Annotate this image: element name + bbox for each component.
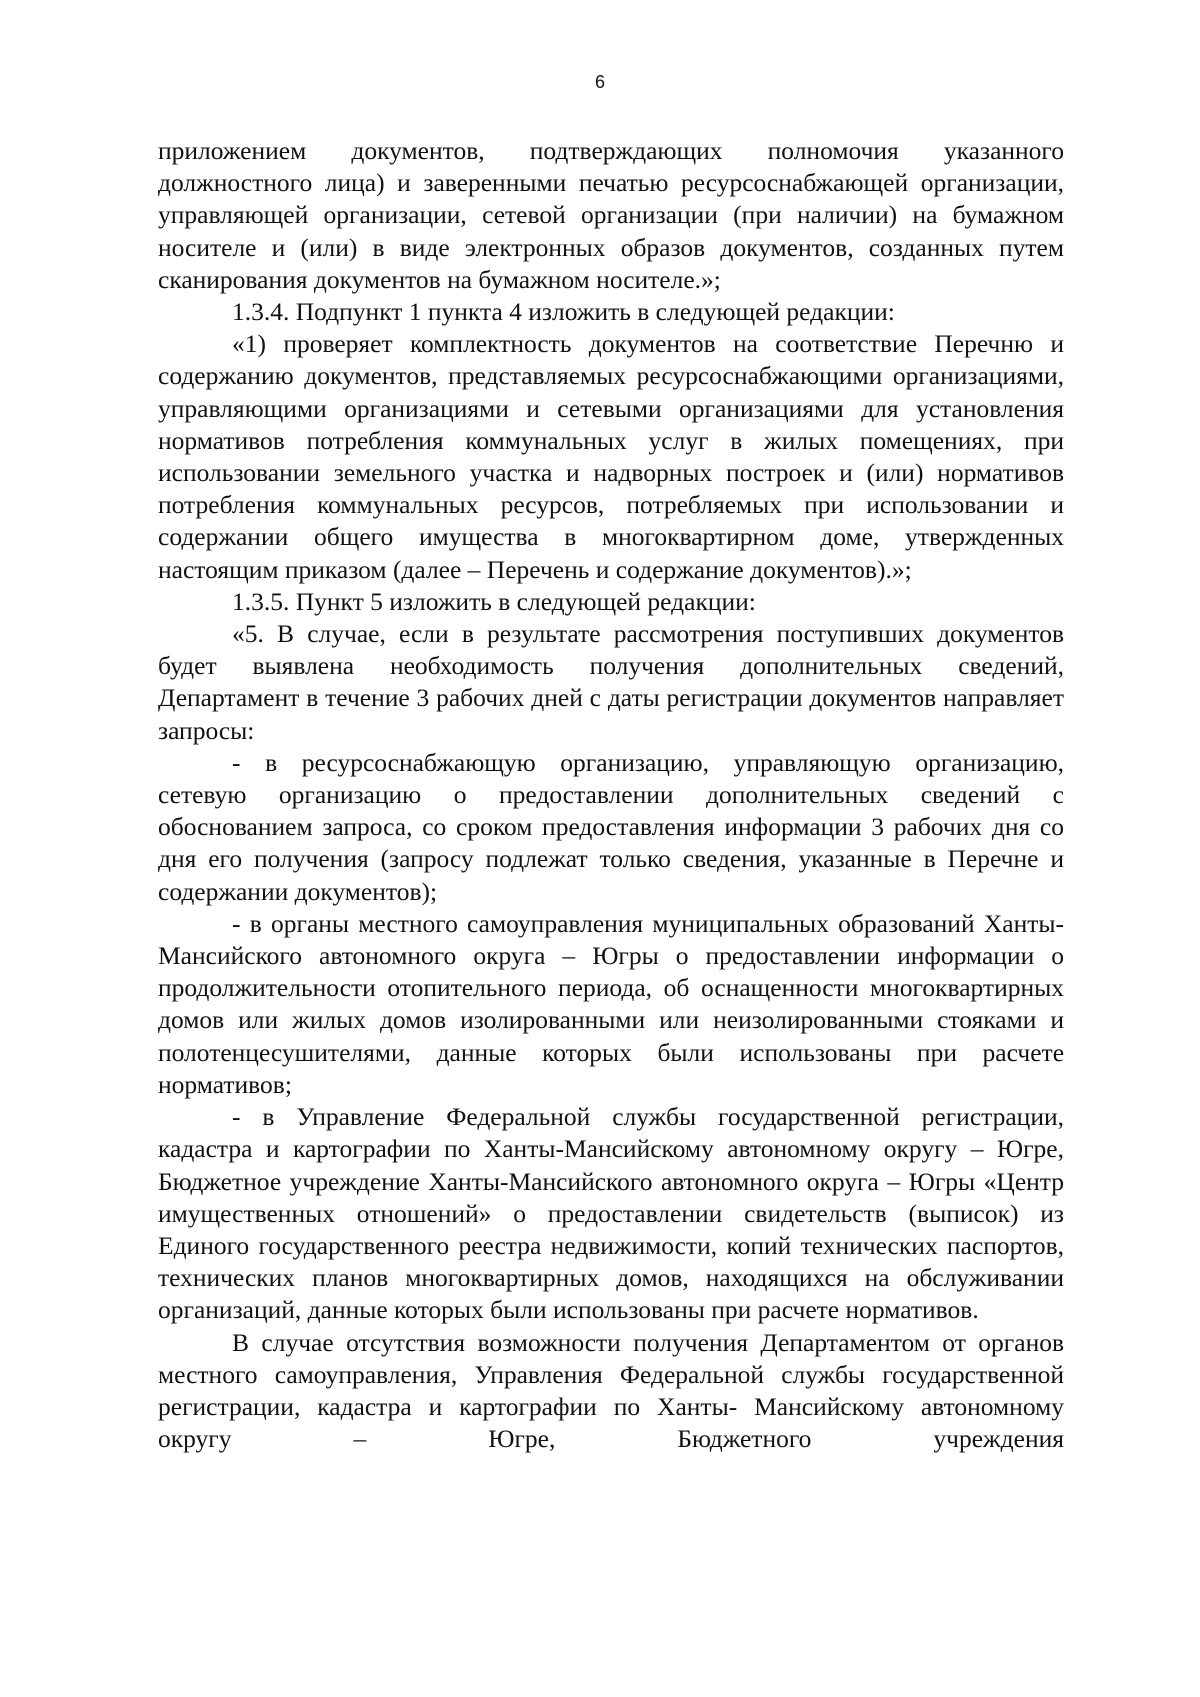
text-line: находящихся на обслуживании организаций, данные которых были xyxy=(158,1263,1064,1325)
paragraph-request-resource-organization xyxy=(158,747,1064,908)
text-line: (выписок) из Единого государственного реестра недвижимости, копий xyxy=(158,1198,1064,1260)
paragraph-absence-of-possibility xyxy=(158,1327,1064,1456)
text-line: - в ресурсоснабжающую организацию, управляющую организацию, xyxy=(232,747,1064,777)
text-line: органов местного самоуправления, Управления Федеральной службы xyxy=(158,1327,1065,1389)
text-line: - в Управление Федеральной службы государственной регистрации, xyxy=(232,1102,1064,1132)
page-number: 6 xyxy=(594,72,605,92)
text-line: «5. В случае, если в результате рассмотрения поступивших xyxy=(232,619,924,649)
paragraph-request-local-government xyxy=(158,908,1064,1101)
text-line: дня со дня его получения (запросу подлежат только сведения, указанные в xyxy=(158,812,1064,874)
text-line: носителе.»; xyxy=(596,264,721,294)
text-line: Мансийскому автономному округу – Югре, Бюджетного учреждения xyxy=(158,1391,1064,1454)
paragraph-request-federal-registration xyxy=(158,1101,1064,1326)
text-line: для установления нормативов потребления коммунальных услуг в жилых xyxy=(158,393,1065,455)
paragraph-1-3-4-heading xyxy=(158,296,1064,328)
text-line: - в органы местного самоуправления муниципальных образований xyxy=(232,908,975,938)
text-line: при использовании и содержании общего имущества в многоквартирном xyxy=(158,490,1064,552)
paragraph-continued-representative-documents xyxy=(158,135,1064,296)
text-line: оснащенности многоквартирных домов или жилых домов изолированными xyxy=(158,973,1064,1035)
text-line: 1.3.5. Пункт 5 изложить в следующей редакции: xyxy=(232,586,756,616)
paragraph-subitem-1-checks-documents xyxy=(158,328,1064,586)
text-line: 1.3.4. Подпункт 1 пункта 4 изложить в следующей редакции: xyxy=(232,297,895,327)
text-line: доме, утвержденных настоящим приказом (далее – Перечень и содержание xyxy=(158,522,1064,584)
text-line: документов).»; xyxy=(750,554,912,584)
paragraph-1-3-5-heading xyxy=(158,586,1064,618)
text-line: документов направляет запросы: xyxy=(158,683,1064,745)
text-line: были использованы при расчете нормативов; xyxy=(158,1037,1065,1099)
text-line: Ханты-Мансийского автономного округа – Югры о предоставлении xyxy=(158,908,1065,971)
text-line: кадастра и картографии по Ханты-Мансийскому автономному округу – xyxy=(158,1134,984,1164)
text-line: документов, созданных путем сканирования документов на бумажном xyxy=(158,232,1064,294)
paragraph-item-5-requests xyxy=(158,618,1064,747)
text-line: содержанию документов, представляемых ресурсоснабжающими xyxy=(158,361,883,391)
text-line: государственной регистрации, кадастра и картографии по Ханты- xyxy=(158,1359,1065,1421)
text-line: Югре, Бюджетное учреждение Ханты-Мансийского автономного округа – xyxy=(158,1134,1065,1196)
text-line: помещениях, при использовании земельного участка и надворных построек xyxy=(158,425,1065,488)
text-line: и (или) нормативов потребления коммунальных ресурсов, потребляемых xyxy=(158,458,1064,520)
text-line: сведений, Департамент в течение 3 рабочих дней с даты регистрации xyxy=(158,651,1065,713)
text-line: организациями, управляющими организациями и сетевыми организациями xyxy=(158,361,1064,423)
text-line: наличии) на бумажном носителе и (или) в виде электронных образов xyxy=(158,200,1065,262)
text-line: В случае отсутствия возможности получения Департаментом от xyxy=(232,1327,966,1357)
text-line: организации, управляющей организации, сетевой организации (при xyxy=(158,168,1065,230)
text-line: документов будет выявлена необходимость получения дополнительных xyxy=(158,619,1064,681)
text-line: «1) проверяет комплектность документов на соответствие Перечню и xyxy=(232,329,1064,359)
text-line: технических паспортов, технических планов многоквартирных домов, xyxy=(158,1230,1064,1293)
text-line: использованы при расчете нормативов. xyxy=(553,1295,979,1325)
text-line: информации о продолжительности отопительного периода, об xyxy=(158,941,1065,1003)
text-line: обоснованием запроса, со сроком предоставления информации 3 рабочих xyxy=(158,812,983,842)
text-line: Югры «Центр имущественных отношений» о предоставлении свидетельств xyxy=(158,1166,1065,1228)
text-line: должностного лица) и заверенными печатью ресурсоснабжающей xyxy=(158,168,909,198)
text-line: или неизолированными стояками и полотенцесушителями, данные которых xyxy=(158,1005,1064,1067)
text-line: сетевую организацию о предоставлении дополнительных сведений с xyxy=(158,780,1064,810)
text-line: приложением документов, подтверждающих полномочия указанного xyxy=(158,136,1064,165)
text-line: Перечне и содержании документов); xyxy=(158,844,1064,906)
document-body xyxy=(158,135,1064,1455)
